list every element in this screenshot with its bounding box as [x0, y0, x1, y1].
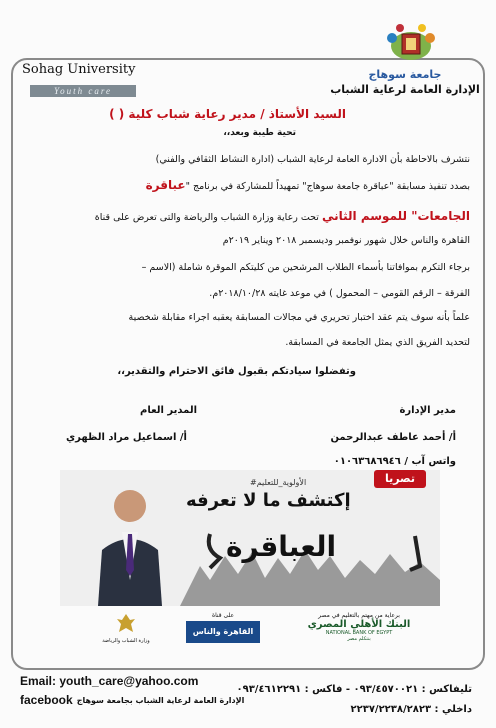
badge: تصريا — [330, 468, 434, 490]
paragraph-line: الفرقة – الرقم القومي – المحمول ) في موعد غايته ٢٠١٨/١٠/٢٨م. — [209, 288, 470, 299]
director-title: مدير الإدارة — [399, 405, 456, 416]
season-label: الجامعات" للموسم الثاني — [321, 209, 470, 223]
sponsor-logos — [96, 612, 432, 652]
director-name: أ/ أحمد عاطف عبدالرحمن — [330, 432, 456, 443]
director-phone: واتس آب / ٠١٠٦٣٦٨٦٩٤٦ — [333, 456, 456, 467]
recipient-line: السيد الأستاذ / مدير رعاية شباب كلية ( ) — [109, 107, 346, 121]
banner-headline: إكتشف ما لا تعرفه — [186, 490, 351, 511]
logo-subtitle: الإدارة العامة لرعاية الشباب — [330, 83, 480, 96]
university-logo-icon — [380, 20, 442, 64]
facebook-line — [20, 693, 244, 707]
general-manager-title: المدير العام — [140, 405, 198, 416]
general-manager-name: أ/ اسماعيل مراد الظهري — [66, 432, 187, 443]
paragraph-line: لتحديد الفريق الذي يمثل الجامعة في المسابقة. — [285, 337, 470, 348]
paragraph-text: بصدد تنفيذ مسابقة "عباقرة جامعة سوهاج" تمهيداً للمشاركة في برنامج " — [185, 181, 470, 192]
facebook-label: facebook — [20, 693, 73, 707]
closing-line: وتفضلوا سيادتكم بقبول فائق الاحترام والتقدير،، — [117, 366, 356, 377]
program-name: عباقرة — [145, 178, 186, 192]
slogan: #الأولوية_للتعليم — [250, 478, 307, 487]
paragraph-line: نتشرف بالاحاطة بأن الادارة العامة لرعاية الشباب (ادارة النشاط الثقافي والفني) — [155, 154, 470, 165]
paragraph-line: برجاء التكرم بموافاتنا بأسماء الطلاب المرشحين من كليتكم الموقرة شاملة (الاسم – — [141, 262, 470, 273]
eagle-icon — [115, 612, 137, 634]
facebook-page: الإدارة العامة لرعاية الشباب بجامعة سوهاج — [76, 695, 245, 705]
channel-logo: على قناة القاهرة والناس — [180, 612, 266, 652]
show-name: العباقرة — [226, 530, 337, 563]
paragraph-line: القاهرة والناس خلال شهور نوفمبر وديسمبر ٢٠١٨ ويناير ٢٠١٩م — [222, 235, 470, 246]
paragraph-line: علماً بأنه سوف يتم عقد اختبار تحريري في مجالات المسابقة يعقبه اجراء مقابلة شخصية — [128, 312, 470, 323]
salutation: تحية طيبة وبعد،، — [223, 128, 296, 138]
logo-title: جامعة سوهاج — [368, 68, 442, 81]
ministry-logo: وزارة الشباب والرياضة — [96, 612, 156, 652]
university-name: Sohag University — [22, 62, 136, 77]
email: Email: youth_care@yahoo.com — [20, 674, 199, 688]
paragraph-line — [95, 209, 470, 223]
phone-numbers: تليفاكس : ٠٩٣/٤٥٧٠٠٢١ - فاكس : ٠٩٣/٤٦١٢٢٩١ — [236, 684, 472, 695]
paragraph-text: تحت رعاية وزارة الشباب والرياضة والتى تعرض على قناة — [94, 212, 319, 223]
bank-logo: برعاية من مهتم بالتعليم في مصر البنك الأهلي المصري NATIONAL BANK OF EGYPT بنتكلم مصر — [307, 612, 411, 642]
program-banner — [60, 470, 440, 606]
youth-care-band: Youth care — [30, 85, 136, 97]
paragraph-line — [146, 178, 470, 192]
internal-numbers: داخلي : ٢٢٣٧/٢٢٣٨/٢٨٢٣ — [350, 704, 472, 715]
